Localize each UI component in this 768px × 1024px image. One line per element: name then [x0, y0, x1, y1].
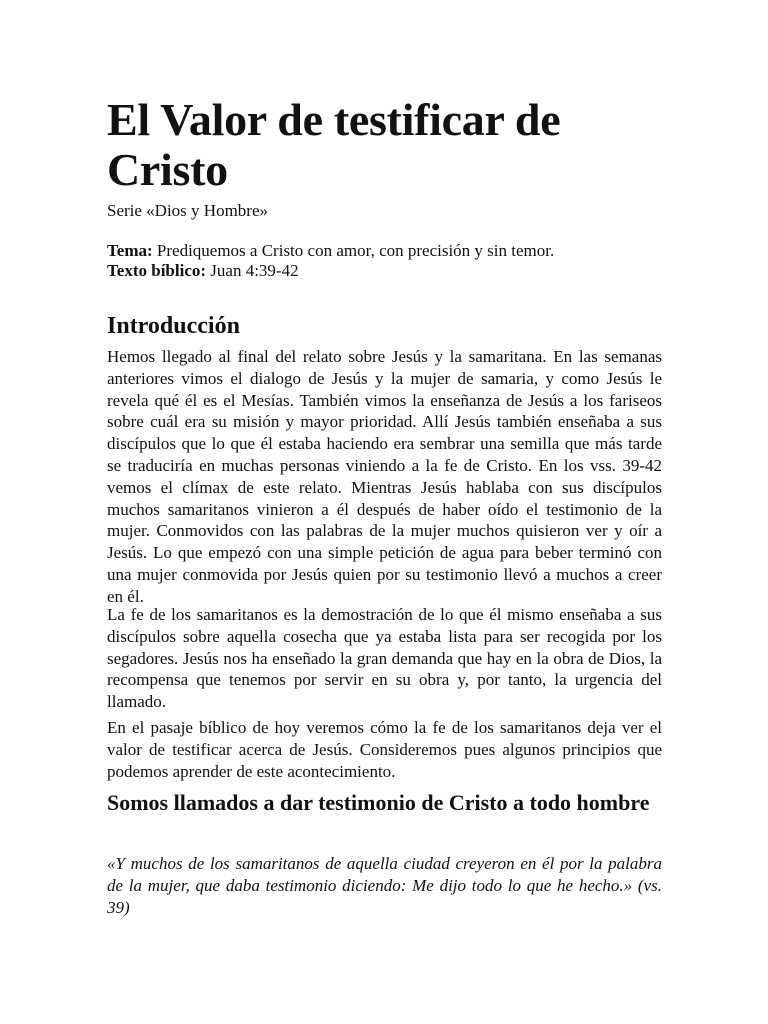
texto-label: Texto bíblico:: [107, 261, 207, 280]
intro-paragraph-1: Hemos llegado al final del relato sobre Jesús y la samaritana. En las semanas anteriores vimos el dialogo de Jesús y la mujer de samaria, y como Jesús le revela qué él es el Mesías. También vimos la enseñanza de Jesús a los fariseos sobre cuál era su misión y mayor prioridad. Allí Jesús también enseñaba a sus discípulos que lo que él estaba haciendo era sembrar una semilla que más tarde se traduciría en muchas personas viniendo a la fe de Cristo. En los vss. 39-42 vemos el clímax de este relato. Mientras Jesús hablaba con sus discípulos muchos samaritanos vinieron a él después de haber oído el testimonio de la mujer. Conmovidos con las palabras de la mujer muchos quisieron ver y oír a Jesús. Lo que empezó con una simple petición de agua para beber terminó con una mujer conmovida por Jesús quien por su testimonio llevó a muchos a creer en él.: [107, 347, 662, 606]
intro-paragraph-2: La fe de los samaritanos es la demostración de lo que él mismo enseñaba a sus discípulos sobre aquella cosecha que ya estaba lista para ser recogida por los segadores. Jesús nos ha enseñado la gran demanda que hay en la obra de Dios, la recompensa que tenemos por servir en su obra y, por tanto, la urgencia del llamado.: [107, 605, 662, 712]
sermon-metadata: [107, 241, 554, 281]
texto-value: Juan 4:39-42: [206, 261, 299, 280]
section-heading: Somos llamados a dar testimonio de Cristo a todo hombre: [107, 790, 650, 815]
document-title: El Valor de testificar de Cristo: [107, 94, 561, 195]
series-subtitle: Serie «Dios y Hombre»: [107, 201, 269, 220]
scripture-quote: «Y muchos de los samaritanos de aquella ciudad creyeron en él por la palabra de la mujer, que daba testimonio diciendo: Me dijo todo lo que he hecho.» (vs. 39): [107, 854, 662, 917]
tema-label: Tema:: [107, 241, 153, 260]
texto-line: [107, 261, 554, 281]
intro-heading: Introducción: [107, 313, 240, 339]
tema-line: [107, 241, 554, 261]
tema-value: Prediquemos a Cristo con amor, con precisión y sin temor.: [152, 241, 555, 260]
intro-paragraph-3: En el pasaje bíblico de hoy veremos cómo la fe de los samaritanos deja ver el valor de testificar acerca de Jesús. Consideremos pues algunos principios que podemos aprender de este acontecimiento.: [107, 718, 662, 781]
